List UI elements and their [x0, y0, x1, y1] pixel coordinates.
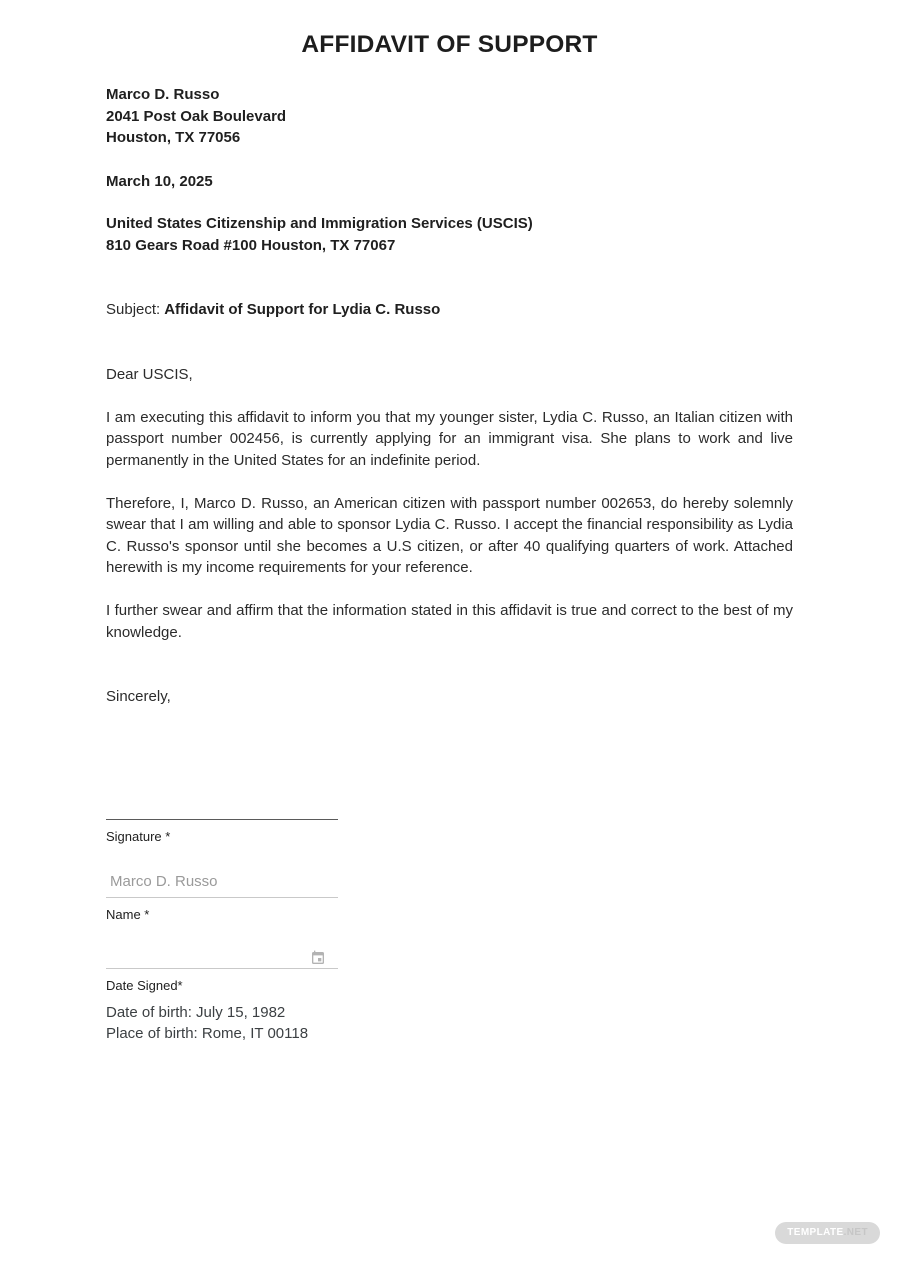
place-of-birth: Place of birth: Rome, IT 00118: [106, 1025, 309, 1042]
name-label: Name *: [106, 906, 150, 922]
body-paragraph-3: I further swear and affirm that the information stated in this affidavit is true and correct to the best of my knowledge.: [106, 602, 793, 641]
signature-input[interactable]: [106, 708, 338, 820]
sender-name: Marco D. Russo: [106, 86, 220, 103]
template-net-badge-secondary: .NET: [843, 1227, 868, 1238]
signature-label: Signature *: [106, 828, 171, 844]
recipient-address-block: [106, 213, 793, 256]
template-net-badge: [775, 1222, 880, 1244]
date-of-birth: Date of birth: July 15, 1982: [106, 1003, 286, 1021]
name-field: [106, 871, 338, 923]
body-paragraph-1: I am executing this affidavit to inform you that my younger sister, Lydia C. Russo, an Italian citizen with passport number 002456, is currently applying for an immigrant visa. She plans to work and live permanently in the United States for an indefinite period.: [106, 408, 793, 469]
sender-address-line2: Houston, TX 77056: [106, 129, 241, 146]
salutation: Dear USCIS,: [106, 365, 193, 383]
closing: Sincerely,: [106, 688, 171, 705]
birth-info-block: [106, 1002, 793, 1045]
recipient-line1: United States Citizenship and Immigration Services (USCIS): [106, 215, 533, 232]
letter-date: March 10, 2025: [106, 172, 213, 190]
subject-label: Subject:: [106, 301, 161, 318]
body-paragraph-2: Therefore, I, Marco D. Russo, an American citizen with passport number 002653, do hereby solemnly swear that I am willing and able to sponsor Lydia C. Russo. I accept the financial responsibility as Lydia C. Russo's sponsor until she becomes a U.S citizen, or after 40 qualifying quarters of work. Attached herewith is my income requirements for your reference.: [106, 494, 793, 576]
date-signed-field: [106, 950, 338, 994]
sender-address-line1: 2041 Post Oak Boulevard: [106, 107, 287, 125]
name-input[interactable]: Marco D. Russo: [106, 871, 338, 898]
subject-value: Affidavit of Support for Lydia C. Russo: [164, 301, 441, 318]
date-signed-input[interactable]: [106, 950, 338, 969]
page-title: AFFIDAVIT OF SUPPORT: [301, 31, 598, 58]
signature-field: [106, 708, 338, 845]
sender-address-block: [106, 84, 793, 149]
subject-line: [106, 299, 793, 321]
document-body: [0, 30, 900, 1045]
calendar-icon[interactable]: [310, 950, 326, 966]
recipient-line2: 810 Gears Road #100 Houston, TX 77067: [106, 236, 396, 254]
template-net-badge-primary: TEMPLATE: [787, 1227, 844, 1238]
date-signed-label: Date Signed*: [106, 977, 183, 993]
